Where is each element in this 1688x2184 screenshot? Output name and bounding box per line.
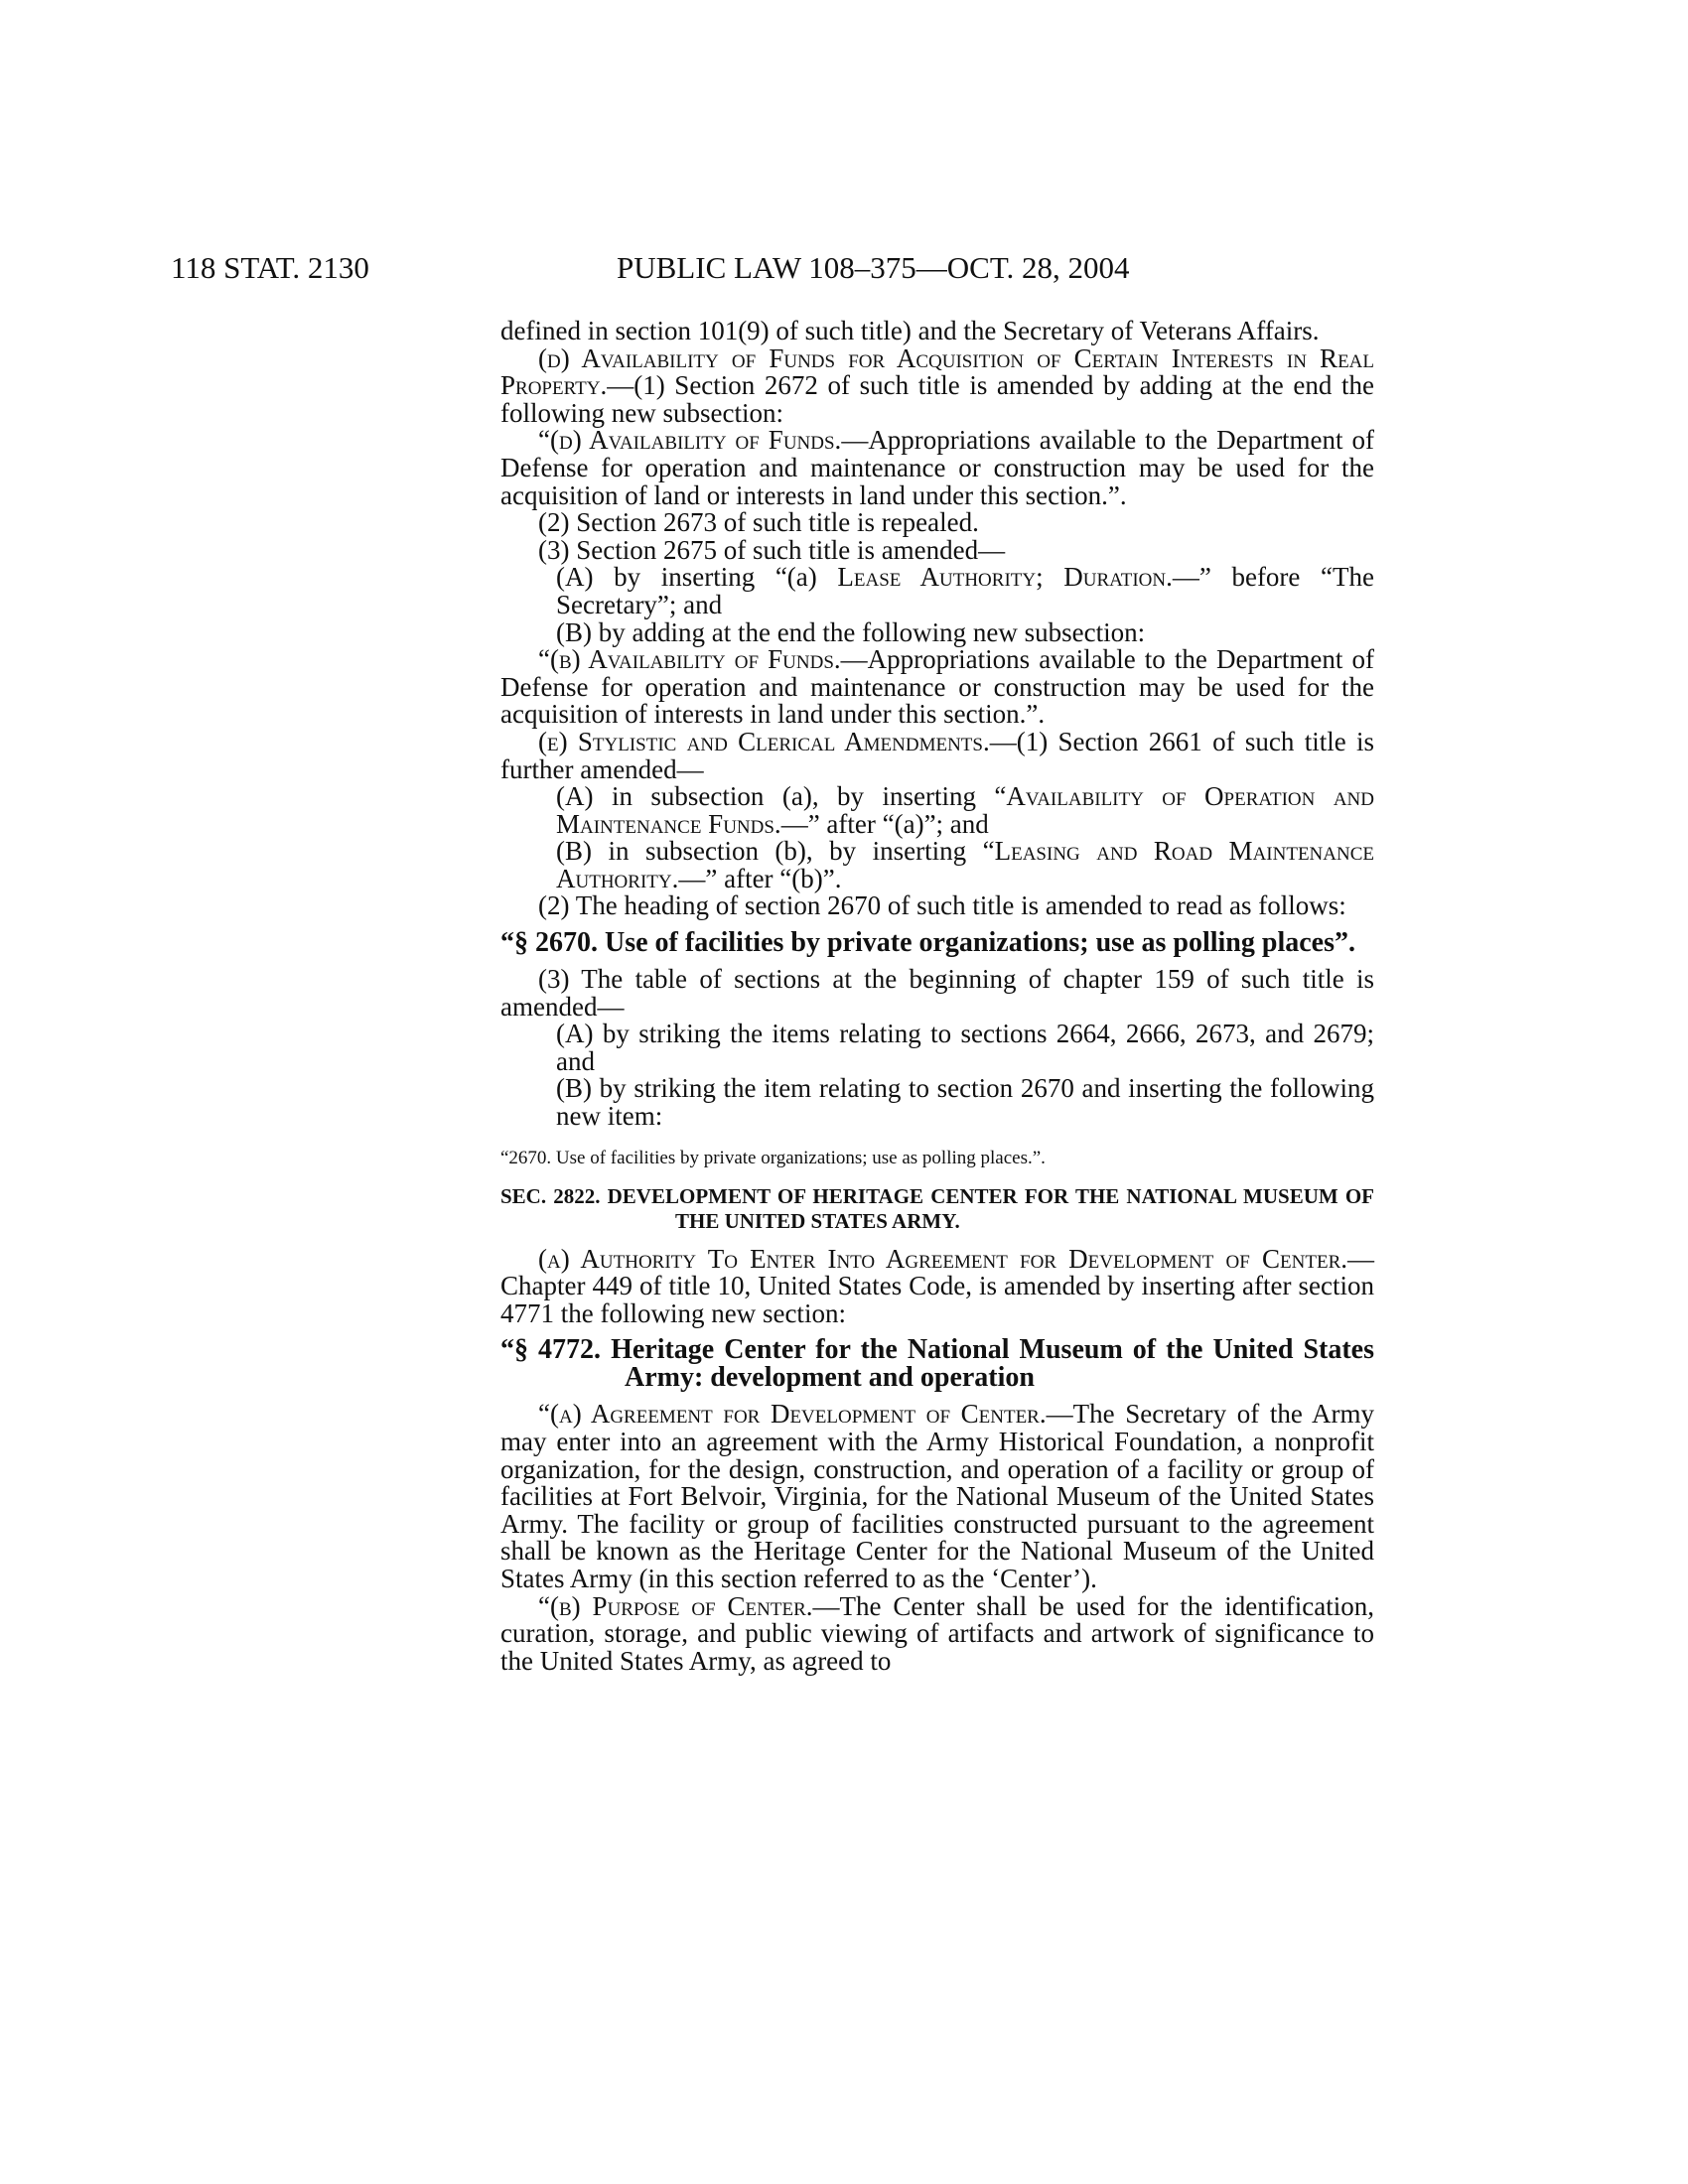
subsection-text: —(1) Section 2661 of such title is further amended— [500, 726, 1374, 784]
paragraph-text: (A) by striking the items relating to sections 2664, 2666, 2673, and 2679; and [556, 1019, 1374, 1076]
paragraph-e-2 [500, 892, 1374, 920]
quoted-subsection-d [500, 427, 1374, 509]
quoted-subsection-b [500, 646, 1374, 729]
paragraph-text: (2) Section 2673 of such title is repealed. [538, 507, 979, 538]
subsection-text: —The Secretary of the Army may enter into an agreement with the Army Historical Foundation, a nonprofit organization, for the design, construction, and operation of a facility or group of facilities at Fort Belvoir, Virginia, for the National Museum of the United States Army. The facility or group of facilities constructed pursuant to the agreement shall be known as the Heritage Center for the National Museum of the United States Army (in this section referred to as the ‘Center’). [500, 1399, 1375, 1593]
subsection-e [500, 726, 1374, 784]
subsection-heading: (a) Authority To Enter Into Agreement for Development of Center. [538, 1243, 1347, 1274]
paragraph-text: (A) by inserting “(a) [556, 562, 838, 593]
subsection-text: —Appropriations available to the Department of Defense for operation and maintenance or construction may be used for the acquisition of land or interests in land under this section.”. [500, 425, 1375, 510]
paragraph-text: —” before “The Secretary”; and [556, 562, 1374, 619]
subsection-heading: “(d) Availability of Funds. [538, 425, 842, 456]
paragraph-text: defined in section 101(9) of such title) and the Secretary of Veterans Affairs. [500, 316, 1320, 345]
paragraph-text: (B) by adding at the end the following new subsection: [556, 616, 1146, 647]
quoted-subsection-a [500, 1401, 1374, 1592]
paragraph-text: (3) Section 2675 of such title is amended— [538, 534, 1006, 565]
paragraph-text: (2) The heading of section 2670 of such title is amended to read as follows: [538, 890, 1346, 921]
paragraph-2 [500, 509, 1374, 537]
subsection-heading: “(a) Agreement for Development of Center. [538, 1399, 1047, 1430]
subparagraph-3b [500, 616, 1374, 647]
statute-page-number: 118 STAT. 2130 [171, 250, 369, 285]
document-body [500, 318, 1374, 1675]
subsection-text: —The Center shall be used for the identification, curation, storage, and public viewing of artifacts and artwork of significance to the United States Army, as agreed to [500, 1590, 1374, 1676]
table-of-sections-item: “2670. Use of facilities by private organizations; use as polling places.”. [500, 1147, 1046, 1168]
public-law-citation: PUBLIC LAW 108–375—OCT. 28, 2004 [617, 250, 1130, 285]
paragraph-continuation [500, 318, 1374, 345]
inserted-heading: Lease Authority; Duration. [837, 562, 1173, 593]
subparagraph-3a [500, 564, 1374, 618]
subsection-text: —(1) Section 2672 of such title is amended by adding at the end the following new subsection: [500, 370, 1374, 428]
paragraph-text: —” after “(a)”; and [780, 808, 989, 839]
section-2670-heading: “§ 2670. Use of facilities by private organizations; use as polling places”. [500, 927, 1355, 959]
paragraph-text: —” after “(b)”. [678, 863, 842, 893]
paragraph-3 [500, 534, 1374, 565]
paragraph-text: (3) The table of sections at the beginning of chapter 159 of such title is amended— [500, 964, 1374, 1022]
quoted-subsection-b-purpose [500, 1590, 1374, 1676]
subsection-text: —Chapter 449 of title 10, United States Code, is amended by inserting after section 4771 the following new section: [500, 1243, 1374, 1328]
subparagraph-e-3b [500, 1075, 1374, 1130]
paragraph-text: (B) by striking the item relating to section 2670 and inserting the following new item: [556, 1073, 1374, 1132]
subsection-heading: (e) Stylistic and Clerical Amendments. [538, 726, 990, 756]
subsection-heading: “(b) Purpose of Center. [538, 1590, 813, 1621]
page-header [171, 248, 1229, 288]
subparagraph-e-b [500, 838, 1374, 892]
subparagraph-e-3a [500, 1021, 1374, 1075]
section-2822-heading: SEC. 2822. DEVELOPMENT OF HERITAGE CENTER FOR THE NATIONAL MUSEUM OF THE UNITED STATES ARMY. [500, 1183, 1374, 1233]
subsection-text: —Appropriations available to the Department of Defense for operation and maintenance or construction may be used for the acquisition of interests in land under this section.”. [500, 644, 1375, 730]
inserted-heading: Leasing and Road Maintenance Authority. [556, 836, 1374, 893]
paragraph-text: (B) in subsection (b), by inserting “ [556, 836, 995, 867]
paragraph-e-3 [500, 966, 1374, 1021]
inserted-heading: Availability of Operation and Maintenance Funds. [556, 781, 1374, 839]
section-4772-heading: “§ 4772. Heritage Center for the National Museum of the United States Army: development and operation [500, 1334, 1374, 1394]
paragraph-text: (A) in subsection (a), by inserting “ [556, 781, 1007, 812]
subparagraph-e-a [500, 783, 1374, 838]
subsection-heading: “(b) Availability of Funds. [538, 644, 841, 675]
subsection-heading: (d) Availability of Funds for Acquisition of Certain Interests in Real Property. [500, 342, 1374, 401]
subsection-d [500, 342, 1374, 428]
subsection-a [500, 1243, 1374, 1328]
